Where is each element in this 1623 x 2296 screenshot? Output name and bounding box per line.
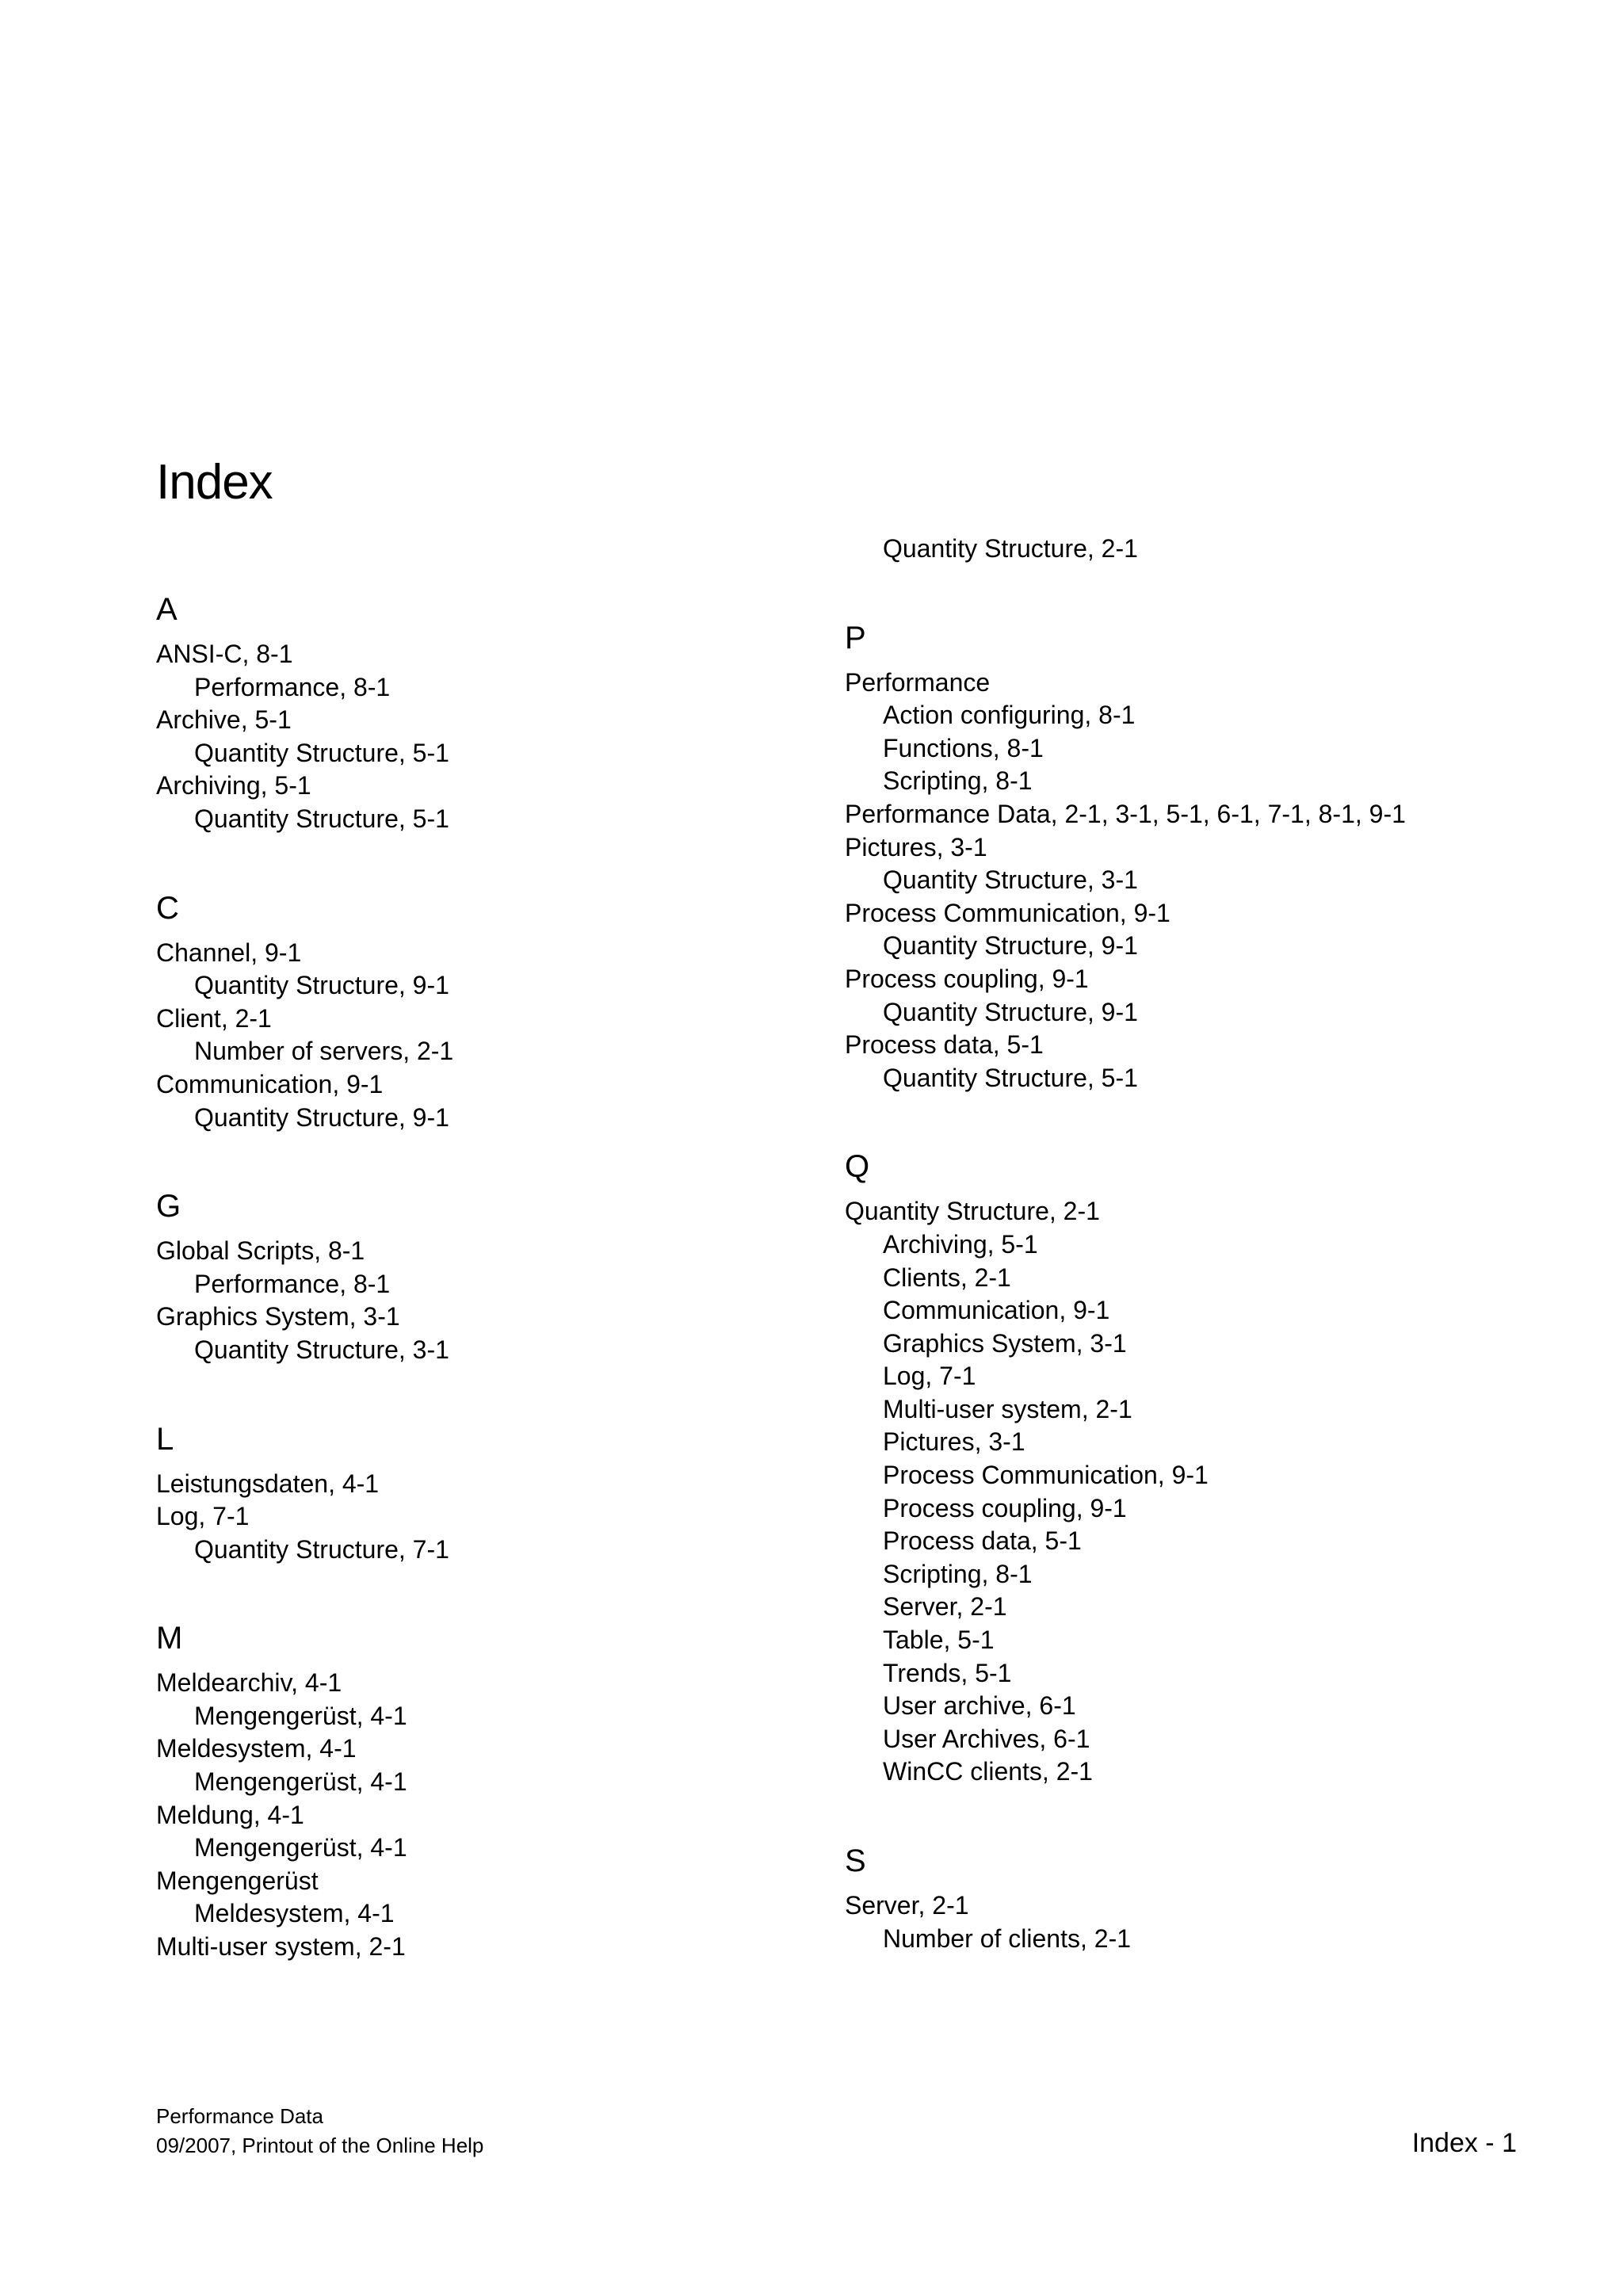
index-entry: Server, 2-1: [845, 1891, 969, 1920]
index-entry: Meldearchiv, 4-1: [156, 1668, 342, 1698]
index-section-c: [156, 889, 838, 1135]
index-subentry: Mengengerüst, 4-1: [194, 1833, 407, 1862]
index-subentry: Multi-user system, 2-1: [883, 1394, 1132, 1423]
index-entry: Process Communication, 9-1: [845, 898, 1170, 927]
footer-doc-date: 09/2007, Printout of the Online Help: [156, 2134, 484, 2157]
index-subentry: User archive, 6-1: [883, 1691, 1076, 1721]
index-subentry: Quantity Structure, 2-1: [883, 534, 1138, 563]
footer-document-info: [156, 2102, 483, 2160]
section-letter: M: [156, 1621, 183, 1656]
index-subentry: Log, 7-1: [883, 1362, 976, 1391]
index-entry: Process data, 5-1: [845, 1030, 1044, 1060]
index-subentry: Number of servers, 2-1: [194, 1037, 454, 1066]
index-subentry: Quantity Structure, 7-1: [194, 1534, 449, 1564]
index-subentry: Clients, 2-1: [883, 1263, 1011, 1292]
index-entry: Meldesystem, 4-1: [156, 1734, 357, 1763]
index-subentry: WinCC clients, 2-1: [883, 1757, 1093, 1786]
index-subentry: Mengengerüst, 4-1: [194, 1767, 407, 1797]
index-subentry: Meldesystem, 4-1: [194, 1899, 395, 1928]
index-subentry: Quantity Structure, 5-1: [194, 804, 449, 833]
index-subentry: Quantity Structure, 9-1: [883, 997, 1138, 1026]
index-subentry: Process coupling, 9-1: [883, 1493, 1127, 1522]
index-subentry: Scripting, 8-1: [883, 766, 1033, 796]
index-entry: Process coupling, 9-1: [845, 964, 1089, 993]
index-entry: ANSI-C, 8-1: [156, 640, 293, 668]
index-entry: Performance Data, 2-1, 3-1, 5-1, 6-1, 7-1, 8-1, 9-1: [845, 799, 1406, 828]
index-entry: Client, 2-1: [156, 1003, 272, 1033]
index-subentry: Scripting, 8-1: [883, 1559, 1033, 1588]
index-entry-list: [156, 1667, 838, 1963]
index-section-p: [845, 619, 1526, 1095]
index-subentry: Process data, 5-1: [883, 1526, 1082, 1556]
index-subentry: Functions, 8-1: [883, 733, 1044, 762]
index-section-l: [156, 1420, 838, 1567]
index-subentry: Performance, 8-1: [194, 672, 391, 701]
index-subentry: Communication, 9-1: [883, 1296, 1110, 1325]
index-column-right: [845, 533, 1526, 2008]
index-entry: Archive, 5-1: [156, 705, 292, 735]
index-entry-list: [156, 638, 838, 836]
section-letter: C: [156, 890, 179, 926]
index-entry: Performance: [845, 667, 991, 697]
footer-page-number: Index - 1: [1411, 2128, 1517, 2158]
index-subentry: Quantity Structure, 9-1: [194, 1102, 449, 1132]
index-entry: Channel, 9-1: [156, 938, 302, 967]
index-entry: Mengengerüst: [156, 1866, 319, 1895]
index-entry: Communication, 9-1: [156, 1069, 384, 1098]
index-entry-list: [156, 1235, 838, 1366]
index-subentry: Archiving, 5-1: [883, 1229, 1038, 1259]
index-subentry: Table, 5-1: [883, 1626, 995, 1655]
index-subentry: Mengengerüst, 4-1: [194, 1701, 407, 1730]
index-subentry: Quantity Structure, 3-1: [194, 1335, 449, 1364]
index-section-a: [156, 590, 838, 836]
index-subentry: Action configuring, 8-1: [883, 701, 1136, 730]
index-subentry: Quantity Structure, 3-1: [883, 865, 1138, 895]
index-subentry: Server, 2-1: [883, 1592, 1007, 1622]
index-entry-list: [156, 937, 838, 1135]
section-letter: L: [156, 1421, 174, 1457]
index-entry: Graphics System, 3-1: [156, 1302, 400, 1331]
index-entry: Pictures, 3-1: [845, 832, 987, 861]
section-letter: A: [156, 592, 178, 627]
index-entry-list: [845, 1889, 1526, 1955]
section-letter: S: [845, 1843, 866, 1878]
index-section-s: [845, 1842, 1526, 1955]
continued-entries: [845, 533, 1526, 566]
index-subentry: Trends, 5-1: [883, 1658, 1012, 1687]
index-subentry: Performance, 8-1: [194, 1269, 391, 1298]
index-subentry: Process Communication, 9-1: [883, 1461, 1209, 1490]
index-subentry: Graphics System, 3-1: [883, 1328, 1127, 1358]
index-subentry: Number of clients, 2-1: [883, 1924, 1132, 1953]
index-entry-list: [845, 667, 1526, 1095]
index-subentry: Quantity Structure, 5-1: [194, 738, 449, 767]
section-letter: P: [845, 620, 866, 655]
index-section-q: [845, 1148, 1526, 1789]
index-entry: Archiving, 5-1: [156, 771, 311, 800]
index-entry: Meldung, 4-1: [156, 1800, 304, 1829]
index-entry: Leistungsdaten, 4-1: [156, 1469, 380, 1498]
index-subentry: Quantity Structure, 9-1: [883, 931, 1138, 961]
index-entry: Quantity Structure, 2-1: [845, 1197, 1100, 1226]
index-entry: Multi-user system, 2-1: [156, 1932, 406, 1962]
index-entry: Log, 7-1: [156, 1502, 250, 1531]
index-entry-list: [845, 1195, 1526, 1789]
index-subentry: Quantity Structure, 5-1: [883, 1063, 1138, 1092]
section-letter: Q: [845, 1149, 870, 1185]
index-subentry: Pictures, 3-1: [883, 1427, 1025, 1457]
index-section-g: [156, 1187, 838, 1366]
section-letter: G: [156, 1189, 181, 1224]
footer-doc-title: Performance Data: [156, 2104, 323, 2128]
index-entry: Global Scripts, 8-1: [156, 1236, 365, 1266]
page-title: Index: [156, 455, 273, 510]
index-entry-list: [156, 1468, 838, 1567]
index-section-m: [156, 1619, 838, 1963]
index-subentry: User Archives, 6-1: [883, 1724, 1090, 1753]
index-subentry: Quantity Structure, 9-1: [194, 971, 449, 1000]
index-column-left: [156, 590, 838, 2017]
